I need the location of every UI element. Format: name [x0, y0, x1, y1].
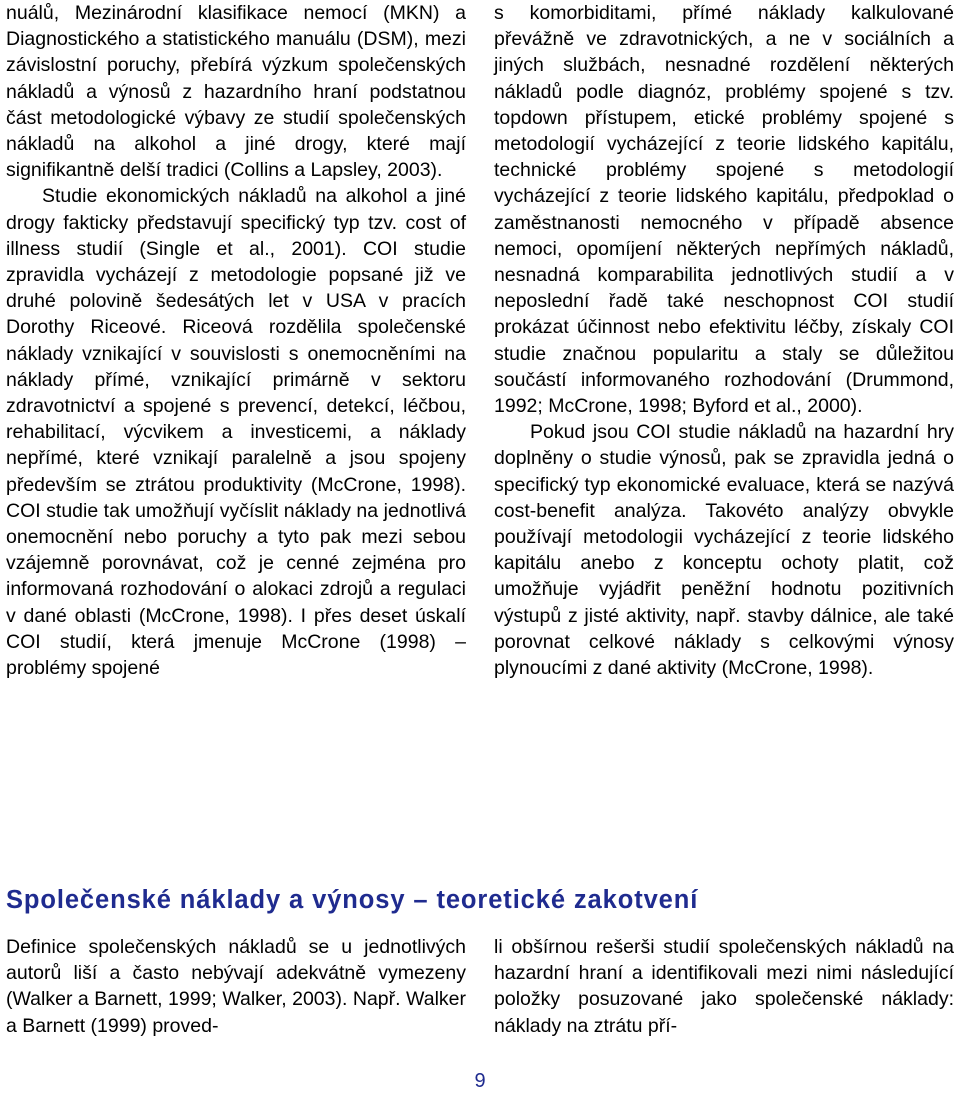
text-column-top-right — [494, 0, 954, 681]
text-column-bottom-right — [494, 934, 954, 1039]
paragraph-definition-continued: li obšírnou rešerši studií společenských nákladů na hazardní hraní a identifikovali mezi nimi následující položky posuzované jako společenské náklady: náklady na ztrátu pří- — [494, 936, 954, 1037]
paragraph-continuation: nuálů, Mezinárodní klasifikace nemocí (MKN) a Diagnostického a statistického manuálu (DSM), mezi závislostní poruchy, přebírá výzkum společenských nákladů a výnosů z hazardního hraní podstatnou část metodologické výbavy ze studií společenských nákladů na alkohol a jiné drogy, které mají signifikantně delší tradici (Collins a Lapsley, 2003). — [6, 2, 466, 182]
paragraph-coi-studies: Studie ekonomických nákladů na alkohol a jiné drogy fakticky představují specifický typ tzv. cost of illness studií (Single et al., 2001). COI studie zpravidla vycházejí z metodologie popsané již ve druhé polovině šedesátých let v USA v pracích Dorothy Riceové. Riceová rozdělila společenské náklady vznikající v souvislosti s onemocněními na náklady přímé, vznikající primárně v sektoru zdravotnictví a spojené s prevencí, detekcí, léčbou, rehabilitací, výcvikem a investicemi, a náklady nepřímé, které vznikají paralelně a jsou spojeny především se ztrátou produktivity (McCrone, 1998). COI studie tak umožňují vyčíslit náklady na jednotlivá onemocnění nebo poruchy a tyto pak mezi sebou vzájemně porovnávat, což je cenné zejména pro informovaná rozhodování o alokaci zdrojů a regulaci v dané oblasti (McCrone, 1998). I přes deset úskalí COI studií, která jmenuje McCrone (1998) – problémy spojené — [6, 185, 466, 680]
text-column-top-left — [6, 0, 466, 681]
paragraph-cost-benefit: Pokud jsou COI studie nákladů na hazardní hry doplněny o studie výnosů, pak se zpravidla jedná o specifický typ ekonomické evaluace, která se nazývá cost-benefit analýza. Takovéto analýzy obvykle používají metodologii vycházející z teorie lidského kapitálu anebo z konceptu ochoty platit, což umožňuje vyjádřit peněžní hodnotu pozitivních výstupů z jisté aktivity, např. stavby dálnice, ale také porovnat celkové náklady s celkovými výnosy plynoucími z dané aktivity (McCrone, 1998). — [494, 421, 954, 680]
text-column-bottom-left — [6, 934, 466, 1039]
paragraph-coi-problems: s komorbiditami, přímé náklady kalkulované převážně ve zdravotnických, a ne v sociálních a jiných službách, nesnadné rozdělení některých nákladů podle diagnóz, problémy spojené s tzv. topdown přístupem, etické problémy spojené s metodologií vycházející z teorie lidského kapitálu, technické problémy spojené s metodologií vycházející z teorie lidského kapitálu, předpoklad o zaměstnanosti nemocného v případě absence nemoci, opomíjení některých nepřímých nákladů, nesnadná komparabilita jednotlivých studií a v neposlední řadě také neschopnost COI studií prokázat účinnost nebo efektivitu léčby, získaly COI studie značnou popularitu a staly se důležitou součástí informovaného rozhodování (Drummond, 1992; McCrone, 1998; Byford et al., 2000). — [494, 2, 954, 418]
page-number: 9 — [474, 1070, 486, 1092]
section-heading: Společenské náklady a výnosy – teoretické zakotvení — [6, 886, 699, 914]
paragraph-definition: Definice společenských nákladů se u jednotlivých autorů liší a často nebývají adekvátně vymezeny (Walker a Barnett, 1999; Walker, 2003). Např. Walker a Barnett (1999) proved- — [6, 936, 466, 1037]
